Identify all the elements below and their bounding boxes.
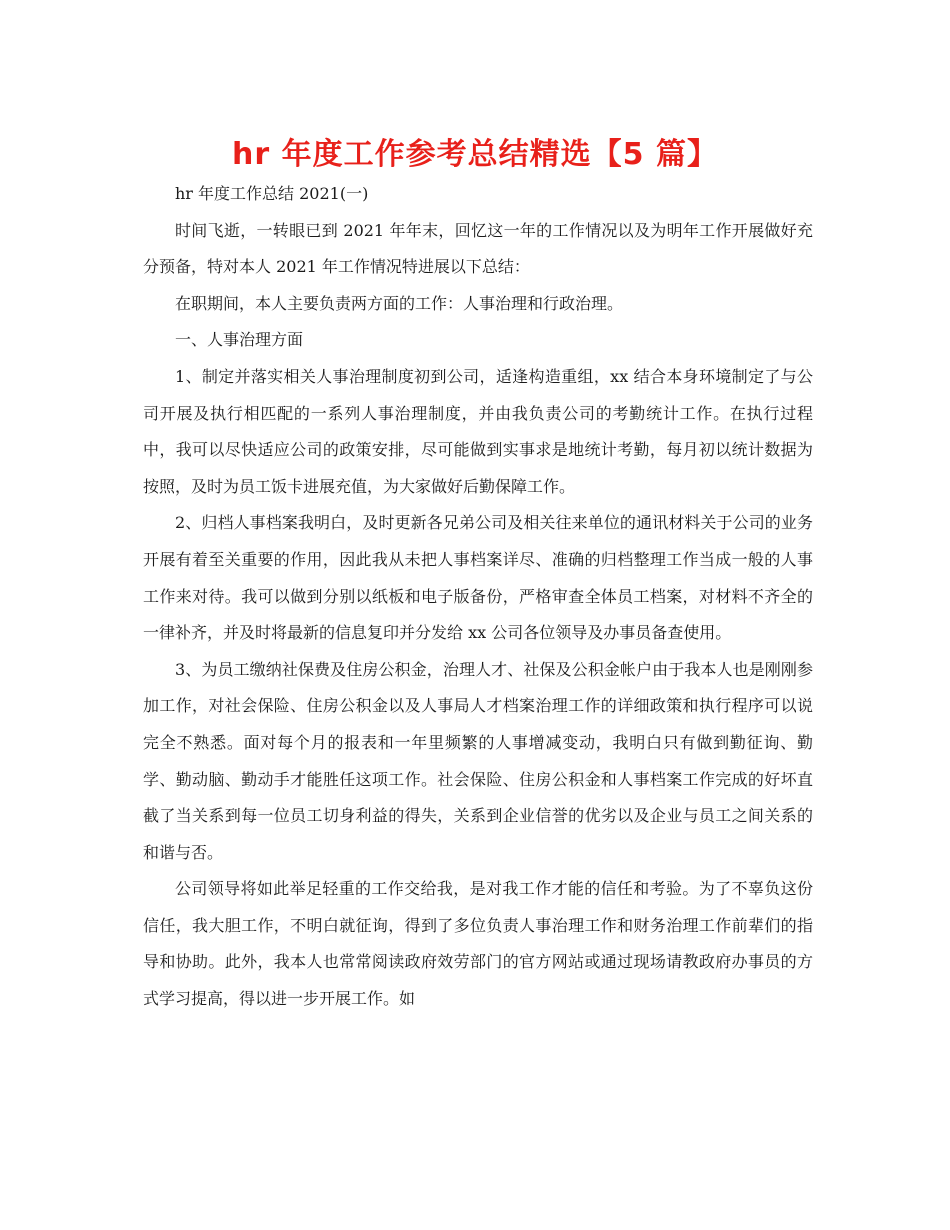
body-paragraph: 3、为员工缴纳社保费及住房公积金，治理人才、社保及公积金帐户由于我本人也是刚刚参加工作，对社会保险、住房公积金以及人事局人才档案治理工作的详细政策和执行程序可以说完全不熟悉。面对每个月的报表和一年里频繁的人事增减变动，我明白只有做到勤征询、勤学、勤动脑、勤动手才能胜任这项工作。社会保险、住房公积金和人事档案工作完成的好坏直截了当关系到每一位员工切身利益的得失，关系到企业信誉的优劣以及企业与员工之间关系的和谐与否。 xyxy=(143,659,813,862)
section-heading: 一、人事治理方面 xyxy=(175,330,304,350)
section-heading: hr 年度工作总结 2021(一) xyxy=(175,184,369,203)
body-paragraph: 在职期间，本人主要负责两方面的工作：人事治理和行政治理。 xyxy=(175,293,624,313)
document-body xyxy=(143,176,813,1018)
body-paragraph: 公司领导将如此举足轻重的工作交给我，是对我工作才能的信任和考验。为了不辜负这份信任，我大胆工作，不明白就征询，得到了多位负责人事治理工作和财务治理工作前辈们的指导和协助。此外，我本人也常常阅读政府效劳部门的官方网站或通过现场请教政府办事员的方式学习提高，得以进一步开展工作。如 xyxy=(143,879,813,1009)
body-paragraph: 1、制定并落实相关人事治理制度初到公司，适逢构造重组，xx 结合本身环境制定了与公司开展及执行相匹配的一系列人事治理制度，并由我负责公司的考勤统计工作。在执行过程中，我可以尽快适应公司的政策安排，尽可能做到实事求是地统计考勤，每月初以统计数据为按照，及时为员工饭卡进展充值，为大家做好后勤保障工作。 xyxy=(143,366,813,496)
body-paragraph: 时间飞逝，一转眼已到 2021 年年末，回忆这一年的工作情况以及为明年工作开展做好充分预备，特对本人 2021 年工作情况特进展以下总结： xyxy=(143,220,813,277)
document-title: hr 年度工作参考总结精选【5 篇】 xyxy=(232,137,718,172)
body-paragraph: 2、归档人事档案我明白，及时更新各兄弟公司及相关往来单位的通讯材料关于公司的业务开展有着至关重要的作用，因此我从未把人事档案详尽、准确的归档整理工作当成一般的人事工作来对待。我可以做到分别以纸板和电子版备份，严格审查全体员工档案，对材料不齐全的一律补齐，并及时将最新的信息复印并分发给 xx 公司各位领导及办事员备查使用。 xyxy=(143,513,813,643)
